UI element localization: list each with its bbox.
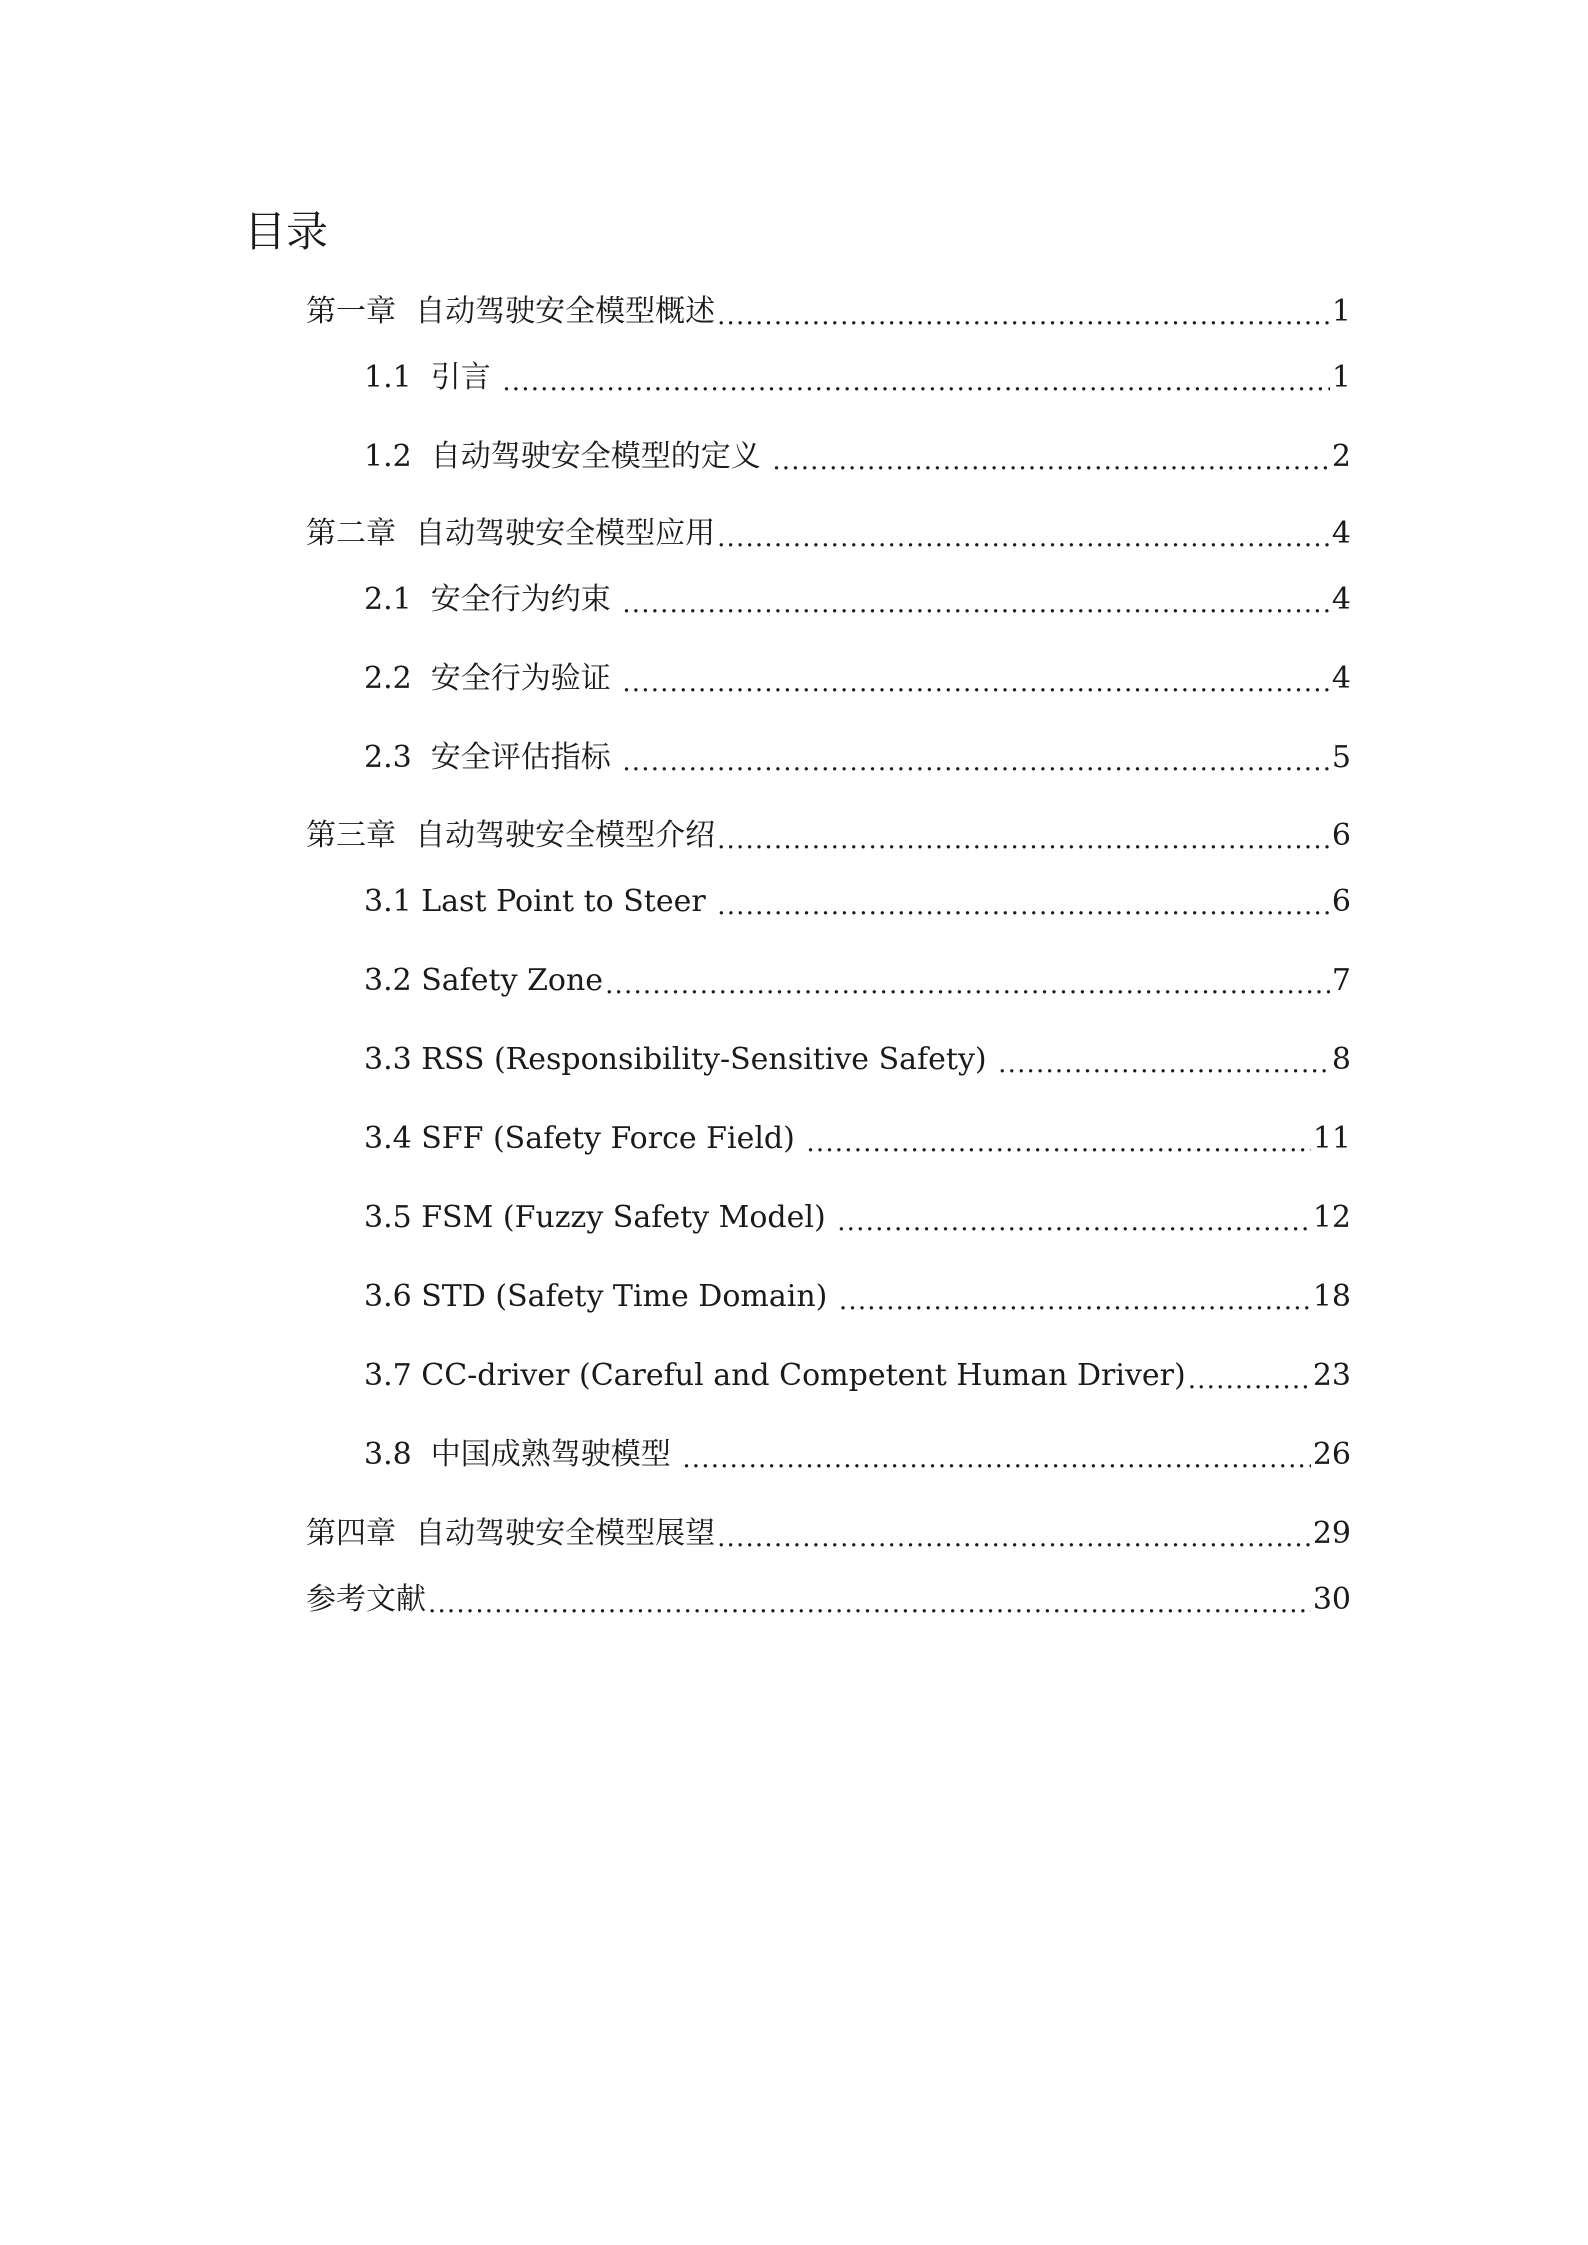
toc-entry-page: 8 — [1331, 1042, 1351, 1077]
toc-entry-page: 29 — [1312, 1516, 1351, 1551]
toc-entry[interactable] — [364, 738, 1351, 778]
toc-entry[interactable] — [364, 1356, 1351, 1396]
toc-entry-label: 参考文献 — [306, 1582, 426, 1617]
toc-entry[interactable] — [306, 816, 1351, 856]
toc-entry-label: 3.3 RSS (Responsibility-Sensitive Safety) — [364, 1042, 997, 1077]
toc-entry-label: 3.1 Last Point to Steer — [364, 884, 716, 919]
dot-leader — [682, 1435, 1310, 1475]
toc-entry[interactable] — [306, 292, 1351, 332]
toc-entry[interactable] — [364, 580, 1351, 620]
toc-entry-page: 26 — [1312, 1437, 1351, 1472]
toc-entry[interactable] — [306, 1580, 1351, 1620]
toc-entry[interactable] — [364, 1277, 1351, 1317]
toc-entry-label: 第二章 自动驾驶安全模型应用 — [306, 516, 716, 551]
toc-entry-label: 3.5 FSM (Fuzzy Safety Model) — [364, 1200, 836, 1235]
toc-entry-label: 1.1 引言 — [364, 360, 501, 395]
toc-entry-page: 4 — [1331, 582, 1351, 617]
toc-entry-page: 5 — [1331, 740, 1351, 775]
toc-entry[interactable] — [364, 358, 1351, 398]
toc-entry-page: 18 — [1312, 1279, 1351, 1314]
toc-entry[interactable] — [306, 1514, 1351, 1554]
toc-entry-page: 1 — [1331, 294, 1351, 329]
toc-entry[interactable] — [364, 882, 1351, 922]
dot-leader — [717, 816, 1330, 856]
toc-entry-page: 6 — [1331, 884, 1351, 919]
dot-leader — [806, 1119, 1310, 1159]
toc-entry-page: 12 — [1312, 1200, 1351, 1235]
toc-entry-page: 4 — [1331, 661, 1351, 696]
toc-entry[interactable] — [364, 1119, 1351, 1159]
toc-entry-label: 2.3 安全评估指标 — [364, 740, 621, 775]
dot-leader — [717, 514, 1330, 554]
toc-entry-page: 1 — [1331, 360, 1351, 395]
toc-entry[interactable] — [364, 437, 1351, 477]
toc-entry[interactable] — [364, 1198, 1351, 1238]
toc-entry[interactable] — [364, 1435, 1351, 1475]
toc-entry-label: 3.6 STD (Safety Time Domain) — [364, 1279, 837, 1314]
toc-entry[interactable] — [364, 961, 1351, 1001]
toc-entry-page: 23 — [1312, 1358, 1351, 1393]
dot-leader — [717, 1514, 1311, 1554]
dot-leader — [717, 882, 1330, 922]
dot-leader — [717, 292, 1330, 332]
dot-leader — [622, 659, 1330, 699]
toc-entry[interactable] — [364, 1040, 1351, 1080]
toc-entry-page: 2 — [1331, 439, 1351, 474]
dot-leader — [837, 1198, 1311, 1238]
toc-entry-label: 2.2 安全行为验证 — [364, 661, 621, 696]
toc-entry-page: 4 — [1331, 516, 1351, 551]
dot-leader — [428, 1580, 1311, 1620]
toc-entry-label: 2.1 安全行为约束 — [364, 582, 621, 617]
dot-leader — [998, 1040, 1330, 1080]
toc-entry-page: 7 — [1331, 963, 1351, 998]
toc-entry-label: 3.4 SFF (Safety Force Field) — [364, 1121, 805, 1156]
dot-leader — [502, 358, 1330, 398]
dot-leader — [622, 580, 1330, 620]
toc-entry-page: 6 — [1331, 818, 1351, 853]
toc-entry[interactable] — [306, 514, 1351, 554]
toc-title: 目录 — [244, 207, 329, 256]
toc-entry-label: 第四章 自动驾驶安全模型展望 — [306, 1516, 716, 1551]
dot-leader — [622, 738, 1330, 778]
toc-entry-label: 3.2 Safety Zone — [364, 963, 604, 998]
toc-entry-label: 第三章 自动驾驶安全模型介绍 — [306, 818, 716, 853]
toc-entry-page: 30 — [1312, 1582, 1351, 1617]
dot-leader — [605, 961, 1330, 1001]
dot-leader — [772, 437, 1330, 477]
toc-entry-label: 3.8 中国成熟驾驶模型 — [364, 1437, 681, 1472]
toc-entry-page: 11 — [1312, 1121, 1351, 1156]
toc-entry-label: 第一章 自动驾驶安全模型概述 — [306, 294, 716, 329]
toc-entry[interactable] — [364, 659, 1351, 699]
dot-leader — [839, 1277, 1311, 1317]
dot-leader — [1188, 1356, 1311, 1396]
toc-entry-label: 1.2 自动驾驶安全模型的定义 — [364, 439, 771, 474]
toc-entry-label: 3.7 CC-driver (Careful and Competent Human Driver) — [364, 1358, 1186, 1393]
